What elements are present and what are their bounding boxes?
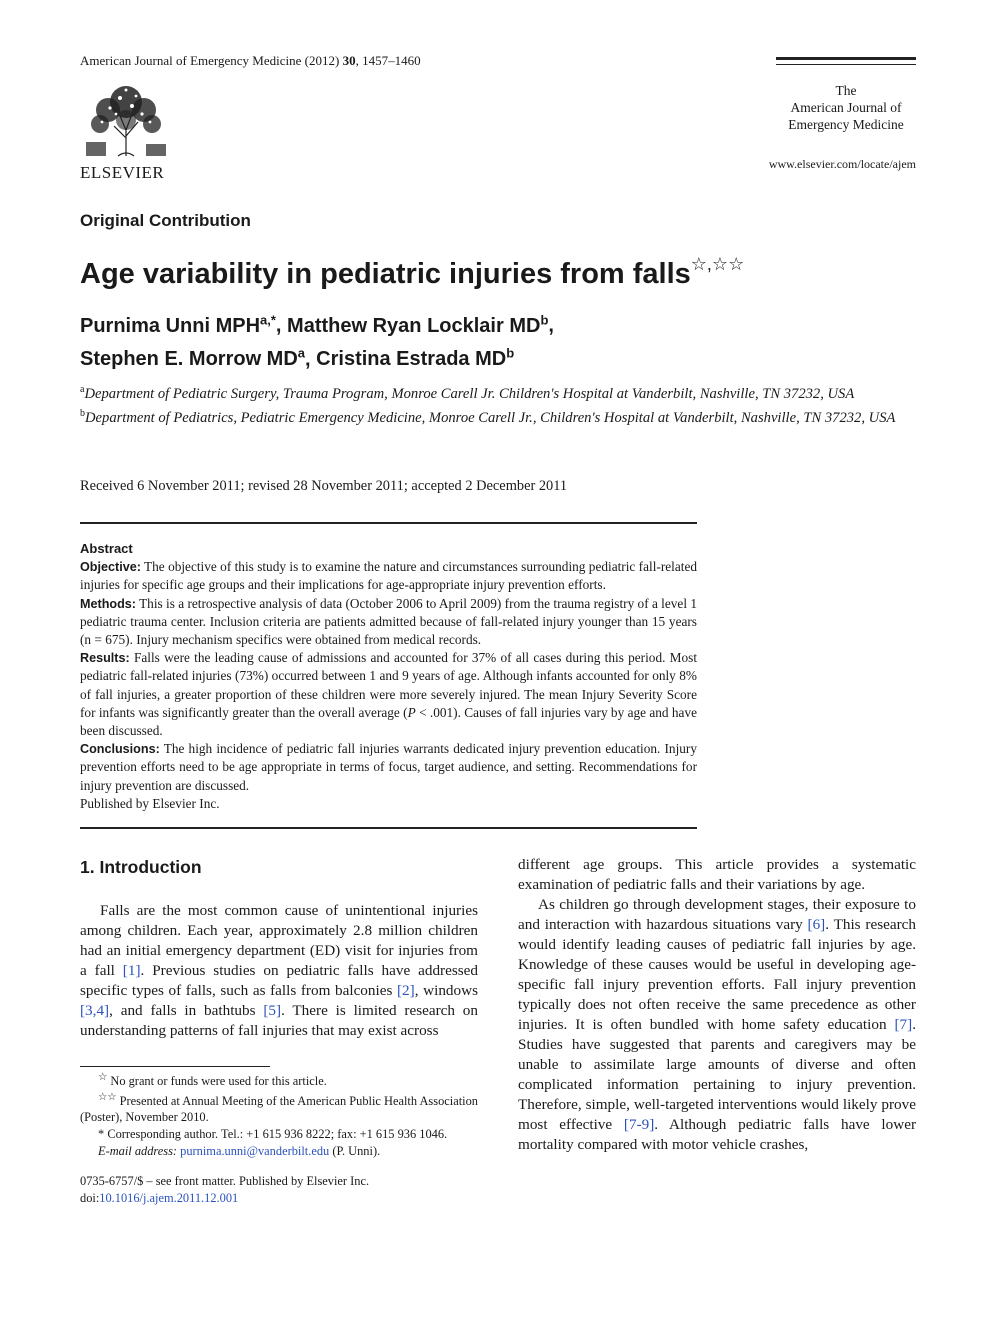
front-matter [80, 1173, 369, 1207]
author-name: Cristina Estrada MD [316, 348, 507, 371]
author-affil-mark: a [297, 345, 306, 361]
abstract-methods [80, 595, 697, 650]
body-text: . Previous studies on pediatric falls have addressed specific types of falls, such as falls from balconies [80, 962, 479, 999]
citation-line [80, 53, 421, 69]
issn-line: 0735-6757/$ – see front matter. Published by Elsevier Inc. [80, 1174, 370, 1188]
article-title [80, 254, 745, 291]
author-affil-mark: a,* [260, 312, 276, 327]
citation-pages: , 1457–1460 [355, 53, 421, 68]
abstract-results [80, 649, 697, 740]
journal-name-line3: Emergency Medicine [788, 117, 904, 132]
author-list [80, 306, 780, 373]
article-title-text: Age variability in pediatric injuries from falls [80, 258, 691, 290]
affiliation [80, 404, 918, 428]
email-label: E-mail address: [98, 1143, 178, 1158]
body-text: Falls are the most common cause of unintentional injuries among children. Each year, approximately 2.8 million children had an initial emergency department (ED) visit for injuries from a fall [80, 902, 478, 979]
conclusions-text: The high incidence of pediatric fall injuries warrants dedicated injury prevention education. Injury prevention efforts need to be age appropriate in terms of focus, target audience, and setting. Recommendations for injury prevention are discussed. [80, 741, 697, 793]
body-paragraph: different age groups. This article provides a systematic examination of pediatric falls and their variations by age. [518, 856, 916, 893]
objective-label: Objective: [80, 560, 141, 575]
p-value-symbol: P [407, 704, 416, 720]
footnote-mark: ☆ [98, 1072, 108, 1083]
publisher-name: ELSEVIER [80, 163, 165, 182]
abstract-objective [80, 558, 697, 594]
footnote [80, 1126, 478, 1143]
body-column-left [80, 901, 478, 1041]
author-separator: , [305, 348, 317, 371]
affiliation-text: Department of Pediatric Surgery, Trauma Program, Monroe Carell Jr. Children's Hospital at Vanderbilt, Nashville, TN 37232, USA [84, 385, 855, 402]
masthead-rule-thin [776, 64, 916, 65]
body-text: . Studies have suggested that parents and caregivers may be unable to assimilate large amounts of diverse and often complicated information pertaining to injury prevention. Therefore, simple, well-targeted interventions would likely prove most effective [518, 1016, 916, 1133]
abstract-bottom-rule [80, 827, 697, 829]
results-text: Falls were the leading cause of admissions and accounted for 37% of all cases during this period. Most pediatric fall-related injuries (73%) occurred between 1 and 9 years of age. Although infants accounted for only 8% of fall injuries, a greater proportion of these children were more severely injured. The mean Injury Severity Score for infants was significantly greater than the overall average ( [80, 650, 698, 720]
journal-url[interactable]: www.elsevier.com/locate/ajem [768, 157, 916, 171]
journal-name-line2: American Journal of [790, 100, 902, 115]
affiliation-text: Department of Pediatrics, Pediatric Emergency Medicine, Monroe Carell Jr., Children's Hospital at Vanderbilt, Nashville, TN 37232, USA [85, 409, 896, 426]
reference-link[interactable]: [2] [397, 982, 415, 999]
body-text: . Although pediatric falls have lower mortality compared with motor vehicle crashes, [518, 1116, 917, 1153]
footnote-text: Corresponding author. Tel.: +1 615 936 8222; fax: +1 615 936 1046. [107, 1127, 448, 1142]
body-text: , and falls in bathtubs [109, 1002, 264, 1019]
author[interactable] [80, 312, 276, 337]
author-separator: , [275, 314, 288, 337]
footnote-text: No grant or funds were used for this article. [110, 1074, 327, 1089]
doi-line [80, 1190, 369, 1207]
abstract [80, 540, 697, 813]
title-footnote-marks[interactable]: ☆,☆☆ [690, 254, 745, 274]
author-affil-mark: b [506, 345, 515, 361]
footnotes [80, 1070, 478, 1159]
methods-text: This is a retrospective analysis of data (October 2006 to April 2009) from the trauma registry of a level 1 pediatric trauma center. Inclusion criteria are patients admitted because of fall-related injury younger than 15 years (n = 675). Injury mechanism specifics were obtained from medical records. [80, 595, 697, 648]
author-name: Stephen E. Morrow MD [80, 348, 298, 371]
footnote-text: Presented at Annual Meeting of the American Public Health Association (Poster), November 2010. [80, 1093, 478, 1125]
reference-link[interactable]: [7-9] [623, 1116, 655, 1133]
objective-text: The objective of this study is to examine the nature and circumstances surrounding pediatric fall-related injuries for specific age groups and their implications for age-appropriate injury prevention efforts. [80, 559, 698, 593]
journal-name-line1: The [835, 83, 857, 98]
published-by: Published by Elsevier Inc. [80, 795, 220, 811]
conclusions-label: Conclusions: [80, 742, 160, 757]
citation-volume: 30 [342, 53, 356, 68]
abstract-conclusions [80, 740, 697, 795]
author-name: Purnima Unni MPH [80, 314, 261, 337]
doi-link[interactable]: 10.1016/j.ajem.2011.12.001 [99, 1191, 239, 1205]
results-label: Results: [80, 651, 130, 666]
author[interactable] [80, 345, 306, 371]
author-affil-mark: b [540, 312, 549, 327]
received-dates: Received 6 November 2011; revised 28 November 2011; accepted 2 December 2011 [80, 478, 568, 494]
reference-link[interactable]: [5] [263, 1002, 282, 1019]
abstract-top-rule [80, 522, 697, 524]
body-paragraph [518, 895, 916, 1155]
methods-label: Methods: [80, 596, 136, 611]
section-heading-introduction: 1. Introduction [80, 857, 202, 877]
body-text: . There is limited research on understanding patterns of fall injuries that may exist across [80, 1002, 478, 1039]
body-text: . This research would identify leading causes of pediatric fall injuries by age. Knowledge of these causes would be useful in developing age-specific fall injury prevention efforts. Fall injury prevention typically does not often receive the same precedence as other injuries. It is often bundled with home safety education [518, 916, 916, 1033]
citation-journal: American Journal of Emergency Medicine (2012) [80, 53, 340, 68]
journal-name [776, 82, 916, 133]
affiliation [80, 380, 918, 404]
abstract-heading: Abstract [80, 541, 133, 556]
body-text: As children go through development stages, their exposure to and interaction with hazardous situations vary [518, 896, 916, 933]
journal-masthead [776, 57, 916, 133]
footnote-rule [80, 1066, 270, 1067]
body-column-right [518, 855, 916, 1155]
reference-link[interactable]: [3,4] [80, 1002, 110, 1019]
affiliation-mark: b [80, 407, 85, 419]
footnote-mark: * [98, 1127, 105, 1142]
reference-link[interactable]: [7] [894, 1016, 913, 1033]
author-name: Matthew Ryan Locklair MD [287, 314, 541, 337]
email-link[interactable]: purnima.unni@vanderbilt.edu [180, 1143, 330, 1158]
doi-prefix: doi: [80, 1191, 100, 1205]
reference-link[interactable]: [6] [807, 916, 826, 933]
body-text: , windows [414, 982, 478, 999]
body-paragraph [80, 901, 478, 1041]
results-text-cont: < .001). Causes of fall injuries vary by age and have been discussed. [80, 704, 697, 739]
masthead-rule-thick [776, 57, 916, 60]
author-separator: , [548, 314, 554, 337]
footnote [80, 1070, 478, 1090]
footnote-mark: ☆☆ [98, 1091, 117, 1103]
affiliation-mark: a [80, 384, 85, 395]
footnote [80, 1090, 478, 1126]
author[interactable] [287, 312, 549, 337]
reference-link[interactable]: [1] [122, 962, 141, 979]
author[interactable] [316, 345, 515, 371]
affiliations [80, 380, 918, 428]
section-type: Original Contribution [80, 211, 251, 230]
email-suffix: (P. Unni). [332, 1143, 381, 1158]
footnote-email [80, 1143, 478, 1160]
